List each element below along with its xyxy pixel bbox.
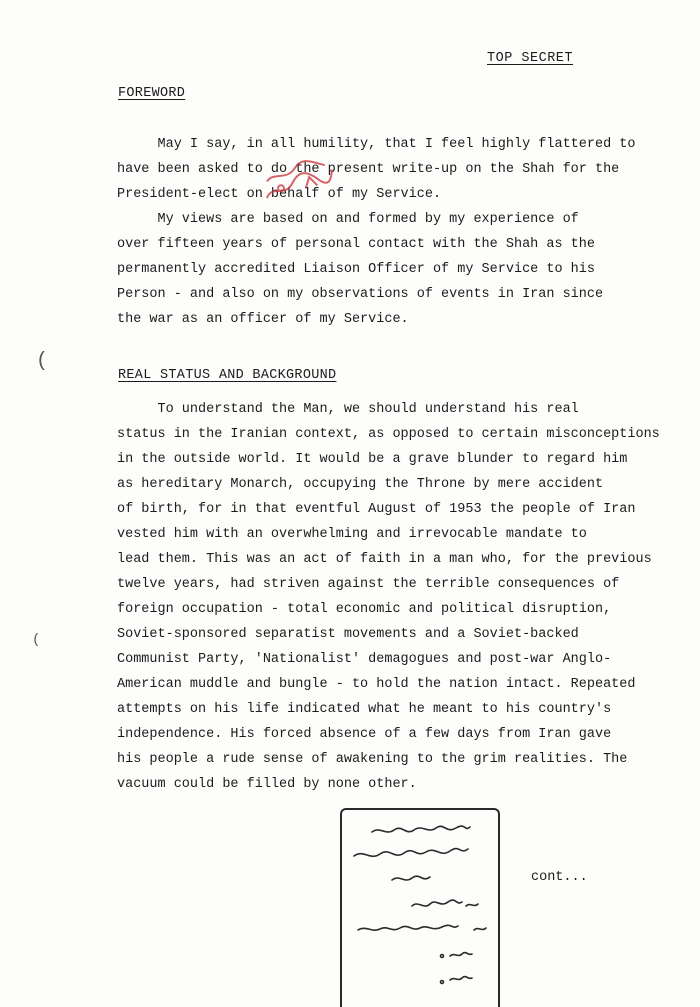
foreword-paragraph-1 [117,132,637,207]
margin-mark: ( [36,350,49,373]
text-line: Communist Party, 'Nationalist' demagogues and post-war Anglo- [117,652,612,667]
section-heading-real-status: REAL STATUS AND BACKGROUND [118,368,337,383]
text-line: President-elect on behalf of my Service. [117,187,442,202]
margin-mark: ( [32,632,41,648]
text-line: of birth, for in that eventful August of 1953 the people of Iran [117,502,636,517]
text-line: American muddle and bungle - to hold the nation intact. Repeated [117,677,636,692]
text-line: Person - and also on my observations of events in Iran since [117,287,604,302]
text-line: status in the Iranian context, as opposed to certain misconceptions [117,427,660,442]
text-line: the war as an officer of my Service. [117,312,409,327]
text-line: in the outside world. It would be a grave blunder to regard him [117,452,628,467]
text-line: attempts on his life indicated what he meant to his country's [117,702,612,717]
text-line: permanently accredited Liaison Officer of my Service to his [117,262,595,277]
section-heading-foreword: FOREWORD [118,86,186,101]
text-line: independence. His forced absence of a few days from Iran gave [117,727,612,742]
text-line: twelve years, had striven against the terrible consequences of [117,577,620,592]
text-line: his people a rude sense of awakening to the grim realities. The [117,752,628,767]
text-line: To understand the Man, we should understand his real [117,402,579,417]
text-line: My views are based on and formed by my experience of [117,212,579,227]
continuation-note: cont... [531,870,588,885]
archive-stamp [340,808,500,1007]
text-line: May I say, in all humility, that I feel highly flattered to [117,137,636,152]
text-line: over fifteen years of personal contact with the Shah as the [117,237,595,252]
classification-label: TOP SECRET [487,51,574,66]
text-line: vacuum could be filled by none other. [117,777,417,792]
text-line: as hereditary Monarch, occupying the Throne by mere accident [117,477,604,492]
text-line: vested him with an overwhelming and irrevocable mandate to [117,527,587,542]
text-line: have been asked to do the present write-up on the Shah for the [117,162,620,177]
text-line: Soviet-sponsored separatist movements and a Soviet-backed [117,627,579,642]
text-line: lead them. This was an act of faith in a man who, for the previous [117,552,652,567]
foreword-paragraph-2 [117,207,637,332]
archive-stamp-lettering [342,810,498,1007]
text-line: foreign occupation - total economic and political disruption, [117,602,612,617]
real-status-paragraph [117,397,660,797]
